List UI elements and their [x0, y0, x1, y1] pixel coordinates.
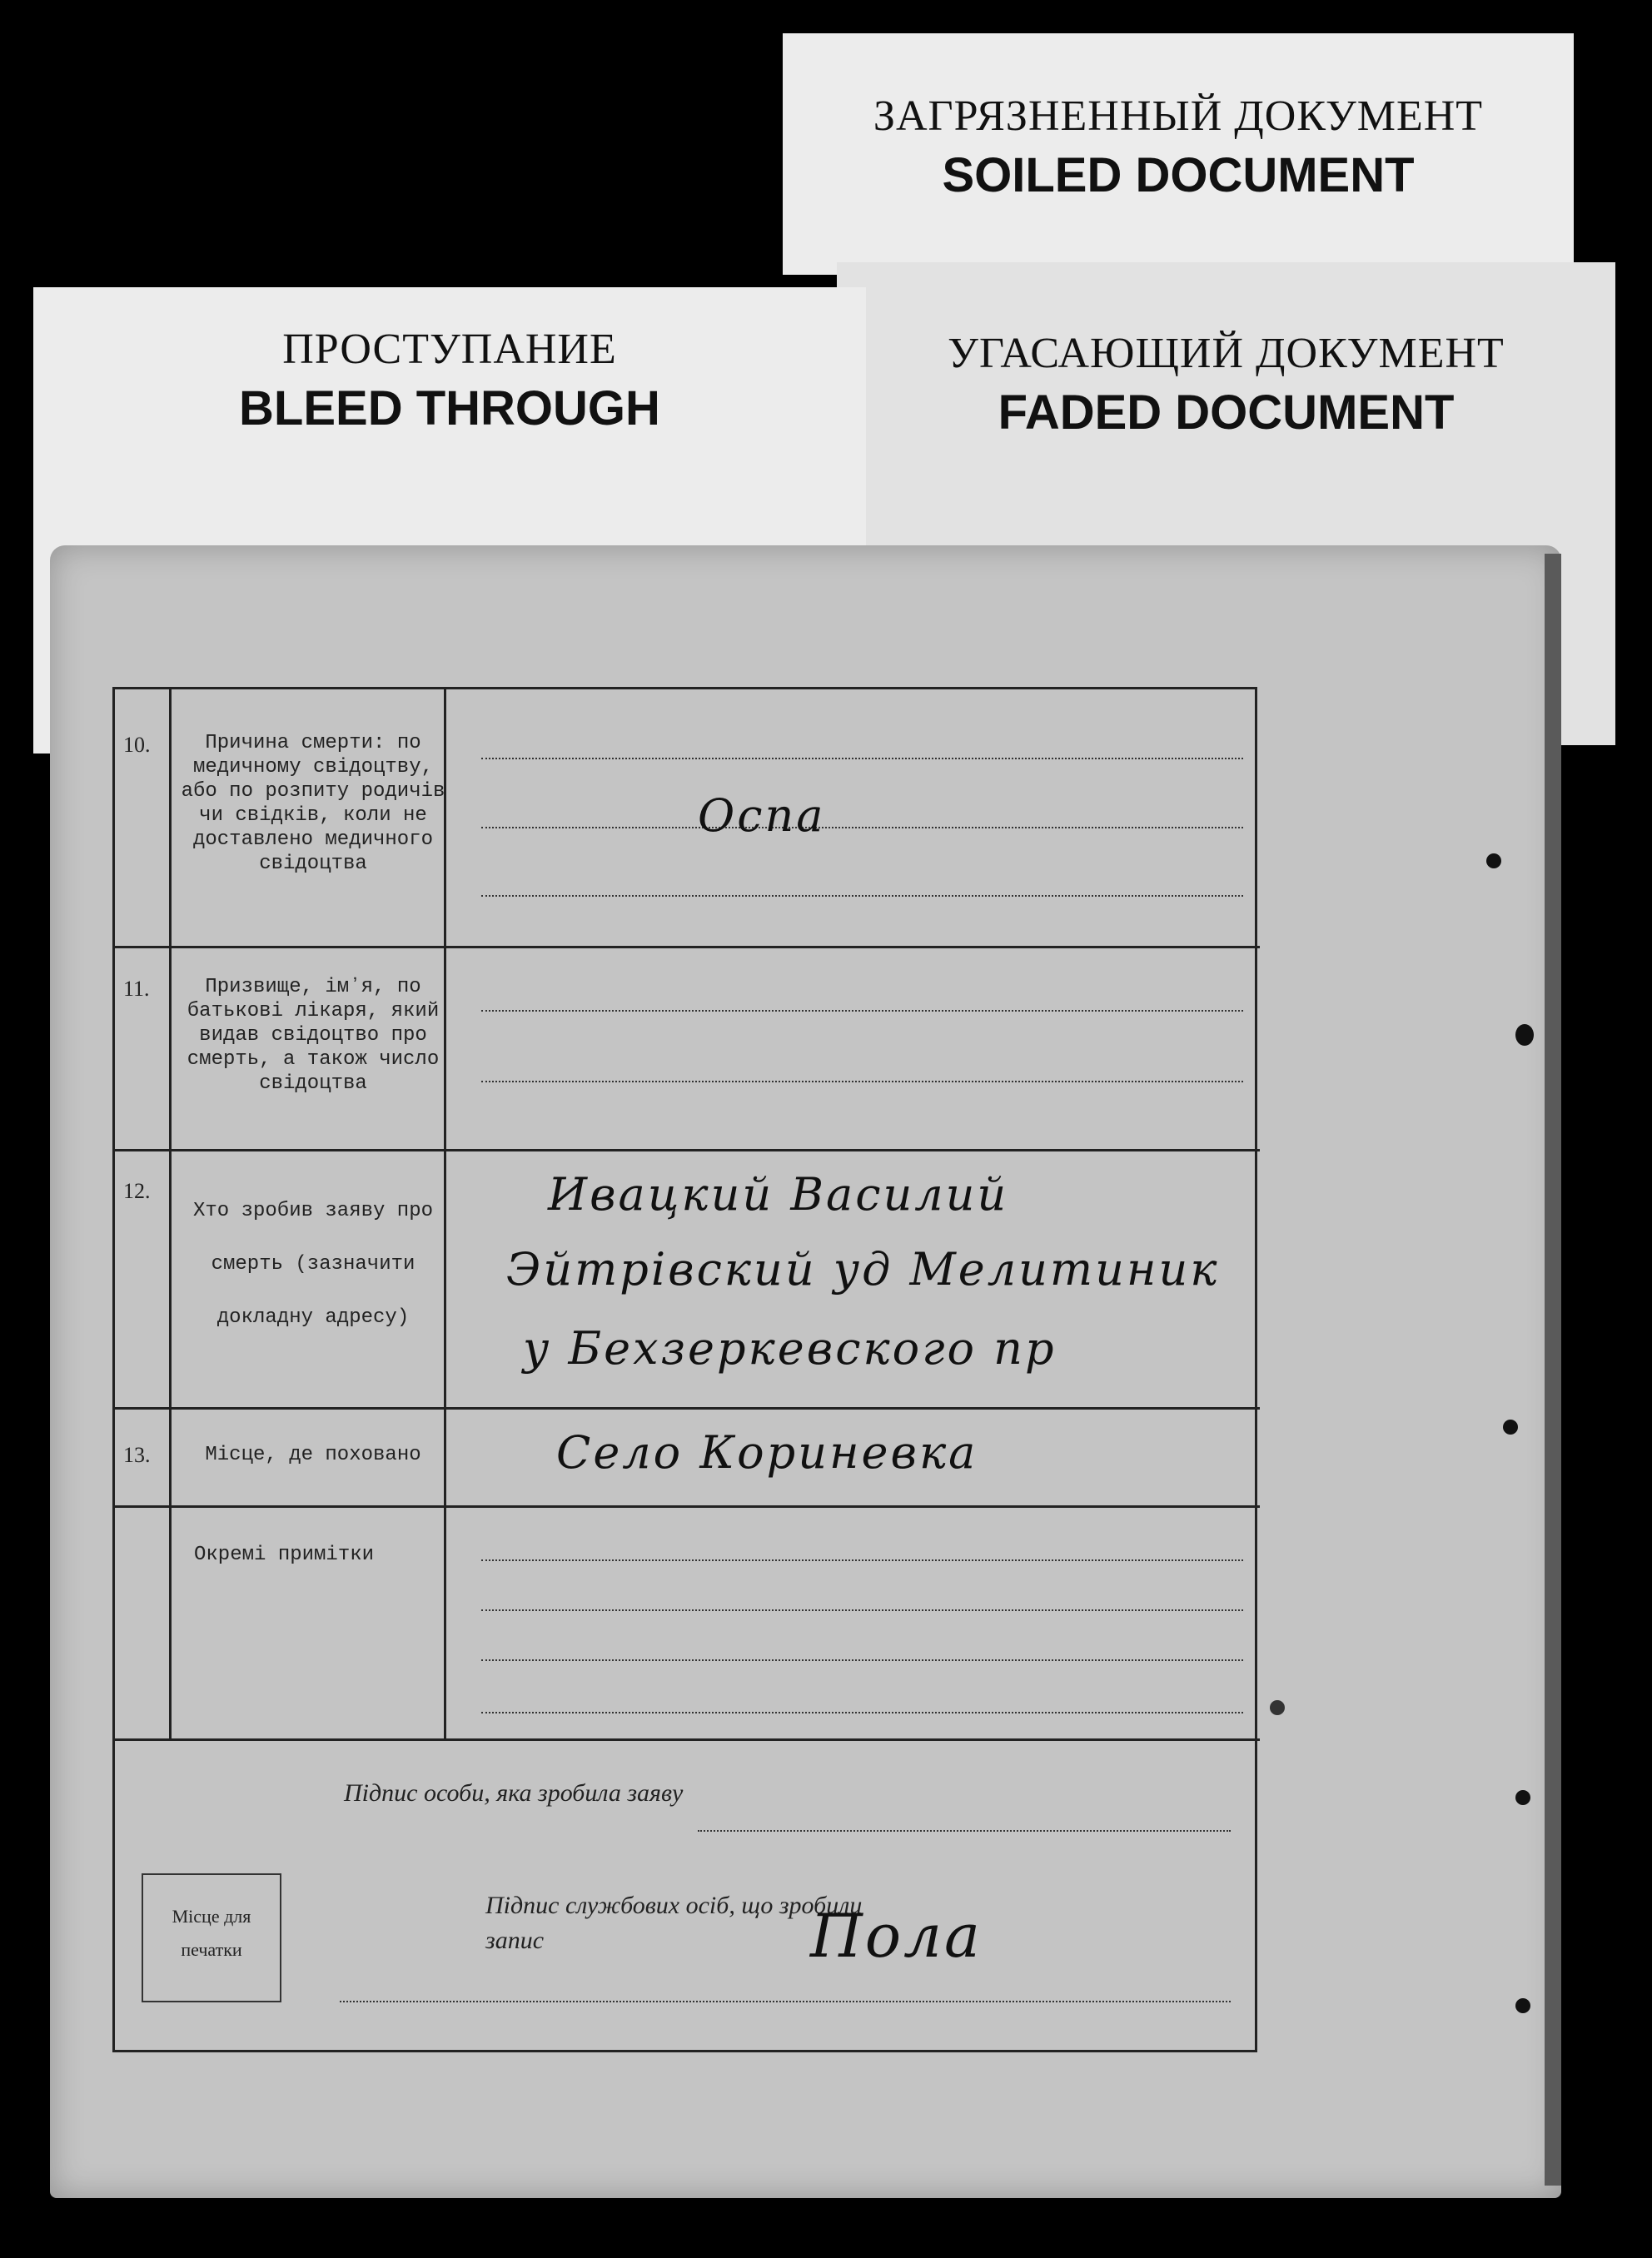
- soiled-ru-label: ЗАГРЯЗНЕННЫЙ ДОКУМЕНТ: [873, 92, 1484, 140]
- notes-label: Окремі примітки: [194, 1544, 375, 1566]
- punch-hole: [1515, 1024, 1534, 1046]
- applicant-signature-line: [698, 1830, 1231, 1832]
- dotted-line: [481, 827, 1243, 828]
- row-number: 12.: [123, 1179, 151, 1203]
- officials-signature-label: Підпис службових осіб, що зробили запис: [485, 1892, 863, 1954]
- row-number: 11.: [123, 977, 150, 1001]
- declarant-value-line1: Ивацкий Василий: [548, 1168, 1009, 1221]
- dotted-line: [481, 1010, 1243, 1012]
- cause-of-death-label: Причина смерти: по медичному свідоцтву, або по розпиту родичів чи свідків, коли не доставлено медичного свідоцтва: [181, 732, 445, 875]
- declarant-value-line2: Эйтрівский уд Мелитиник: [506, 1243, 1220, 1296]
- officials-signature: Пола: [810, 1901, 983, 1971]
- punch-hole: [1486, 853, 1501, 868]
- stamp-place-box: Місце для печатки: [142, 1873, 281, 2002]
- applicant-signature-label: Підпис особи, яка зробила заяву: [344, 1779, 684, 1807]
- declarant-label: Хто зробив заяву про смерть (зазначити докладну адресу): [192, 1200, 434, 1329]
- bleed-en-label: BLEED THROUGH: [239, 381, 660, 435]
- soiled-document-card: [783, 33, 1574, 275]
- faded-ru-label: УГАСАЮЩИЙ ДОКУМЕНТ: [948, 330, 1505, 377]
- punch-hole: [1515, 1998, 1530, 2013]
- bleed-ru-label: ПРОСТУПАНИЕ: [282, 326, 617, 373]
- soiled-en-label: SOILED DOCUMENT: [942, 148, 1415, 202]
- record-form: [112, 687, 1257, 2052]
- page-edge: [1545, 554, 1561, 2186]
- row-divider: [115, 1738, 1260, 1741]
- signature-line: [340, 2001, 1231, 2002]
- row-divider: [115, 1505, 1260, 1508]
- punch-hole: [1503, 1420, 1518, 1435]
- burial-place-label: Місце, де поховано: [205, 1444, 421, 1466]
- punch-hole: [1270, 1700, 1285, 1715]
- dotted-line: [481, 758, 1243, 759]
- row-divider: [115, 1407, 1260, 1410]
- dotted-line: [481, 1081, 1243, 1082]
- dotted-line: [481, 1559, 1243, 1561]
- row-number: 13.: [123, 1443, 151, 1467]
- row-divider: [115, 946, 1260, 948]
- faded-en-label: FADED DOCUMENT: [998, 385, 1455, 440]
- dotted-line: [481, 1659, 1243, 1661]
- burial-place-value: Село Кориневка: [556, 1426, 978, 1479]
- doctor-name-label: Призвище, імʼя, по батькові лікаря, який видав свідоцтво про смерть, а також число свідоцтва: [187, 976, 440, 1095]
- cause-of-death-value: Оспа: [698, 789, 826, 842]
- row-divider: [115, 1149, 1260, 1151]
- row-number: 10.: [123, 733, 151, 757]
- punch-hole: [1515, 1790, 1530, 1805]
- dotted-line: [481, 1609, 1243, 1611]
- declarant-value-line3: у Бехзеркевского пр: [523, 1322, 1057, 1375]
- dotted-line: [481, 1712, 1243, 1713]
- dotted-line: [481, 895, 1243, 897]
